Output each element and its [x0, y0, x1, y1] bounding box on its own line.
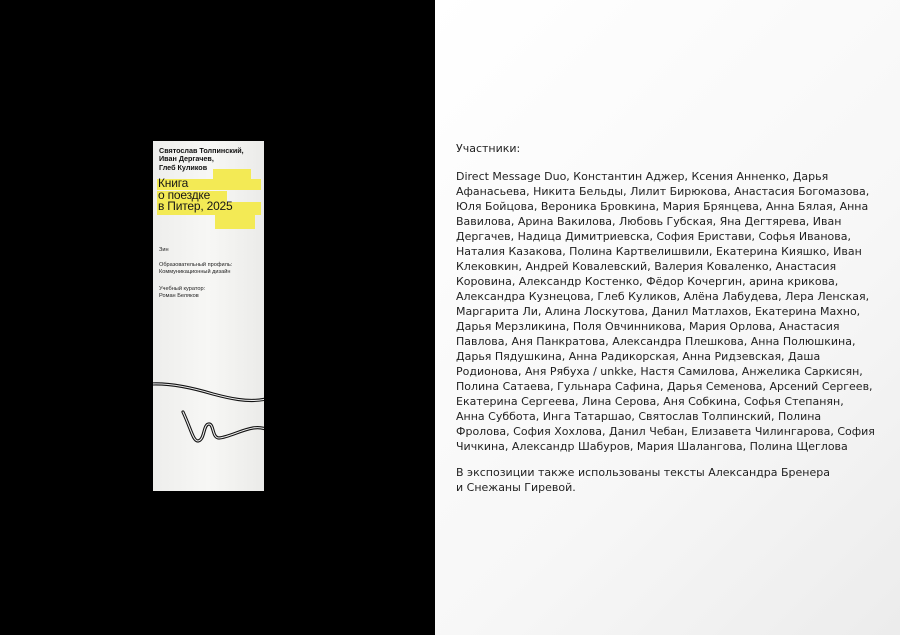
book-profile: Образовательный профиль: Коммуникационный дизайн	[159, 262, 233, 275]
book-title: Книга о поездке в Питер, 2025	[158, 176, 233, 213]
participants-section	[456, 141, 892, 495]
book-publisher: Зин	[159, 247, 169, 253]
book-curator: Учебный куратор: Роман Беляков	[159, 286, 206, 299]
exhibition-note: В экспозиции также использованы тексты Александра Бренера и Снежаны Гиревой.	[456, 466, 830, 494]
book-authors: Святослав Толпинский, Иван Дергачев, Глеб Куликов	[159, 146, 244, 172]
scribble-drawing	[153, 141, 264, 491]
book-cover	[153, 141, 264, 491]
participants-list: Direct Message Duo, Константин Аджер, Ксения Анненко, Дарья Афанасьева, Никита Бельды, Лилит Бирюкова, Анастасия Богомазова, Юля Бойцова, Вероника Бровкина, Мария Брянцева, Анна Бялая, Анна Вавилова, Арина Вакилова, Любовь Губская, Яна Дегтярева, Иван Дергачев, Надица Димитриевска, София Еристави, Софья Иванова, Наталия Казакова, Полина Картвелишвили, Екатерина Кияшко, Иван Клековкин, Андрей Ковалевский, Валерия Коваленко, Анастасия Коровина, Александр Костенко, Фёдор Кочергин, арина крикова, Александра Кузнецова, Глеб Куликов, Алёна Лабудева, Лера Ленская, Маргарита Ли, Алина Лоскутова, Данил Матлахов, Екатерина Махно, Дарья Мерзликина, Поля Овчинникова, Мария Орлова, Анастасия Павлова, Аня Панкратова, Александра Плешкова, Анна Полюшкина, Дарья Пядушкина, Анна Радикорская, Анна Ридзевская, Даша Родионова, Аня Рябуха / unkke, Настя Самилова, Анжелика Саркисян, Полина Сатаева, Гульнара Сафина, Дарья Семенова, Арсений Сергеев, Екатерина Сергеева, Лина Серова, Аня Собкина, Софья Степанян, Анна Суббота, Инга Татаршао, Святослав Толпинский, Полина Фролова, София Хохлова, Данил Чебан, Елизавета Чилингарова, София Чичкина, Александр Шабуров, Мария Шалангова, Полина Щеглова	[456, 170, 875, 453]
left-panel	[0, 0, 435, 635]
participants-heading: Участники:	[456, 142, 521, 155]
